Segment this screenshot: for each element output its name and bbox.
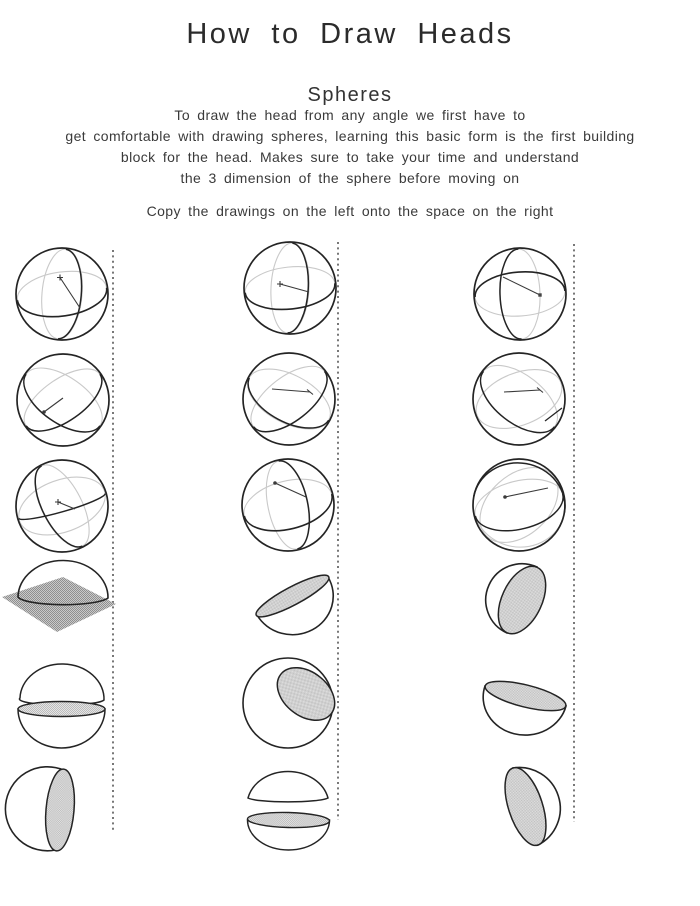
intro-line: block for the head. Makes sure to take your time and understand bbox=[120, 149, 580, 165]
figure-half-sphere-cut-right bbox=[486, 559, 556, 641]
cut-face bbox=[247, 811, 329, 828]
intro-line: To draw the head from any angle we first have to bbox=[174, 107, 526, 123]
cut-face bbox=[497, 763, 554, 851]
figure-sphere-axes-lean-right bbox=[468, 352, 571, 445]
page-title: How to Draw Heads bbox=[186, 18, 514, 50]
figure-sphere-axes-tilted-x bbox=[13, 354, 113, 446]
cut-face bbox=[42, 768, 77, 852]
intro-line: the 3 dimension of the sphere before moving on bbox=[180, 170, 520, 186]
figure-sphere-axes-double-tilt bbox=[465, 453, 572, 558]
figure-sphere-split-halves bbox=[18, 664, 105, 748]
intro-line: get comfortable with drawing spheres, learning this basic form is the first building bbox=[65, 128, 635, 144]
figure-half-sphere-cut-left bbox=[5, 767, 77, 852]
figure-bowl-facing-up bbox=[483, 675, 569, 735]
figure-sphere-axes-tilted-cross bbox=[238, 353, 340, 445]
figure-sphere-axes-front bbox=[14, 247, 109, 340]
figure-sphere-axes-steep-tilt bbox=[11, 457, 113, 555]
copy-instruction: Copy the drawings on the left onto the space on the right bbox=[146, 203, 554, 219]
figure-sphere-axes-view-below bbox=[474, 248, 567, 340]
figure-dome-on-shadow-plane bbox=[2, 560, 116, 632]
figure-sphere-with-cut-face bbox=[243, 657, 345, 748]
cut-face bbox=[18, 702, 105, 717]
figure-sphere-axes-upright bbox=[243, 242, 337, 334]
figure-sphere-axes-tilted-left bbox=[239, 457, 338, 553]
cut-face bbox=[267, 657, 345, 731]
figure-half-sphere-cut-tilted bbox=[497, 763, 560, 851]
section-subtitle: Spheres bbox=[307, 84, 393, 106]
cut-face bbox=[483, 675, 569, 716]
figure-bowl-tilted-up bbox=[252, 569, 333, 635]
cut-face bbox=[252, 569, 333, 623]
figure-split-dome-and-bowl bbox=[247, 771, 329, 850]
